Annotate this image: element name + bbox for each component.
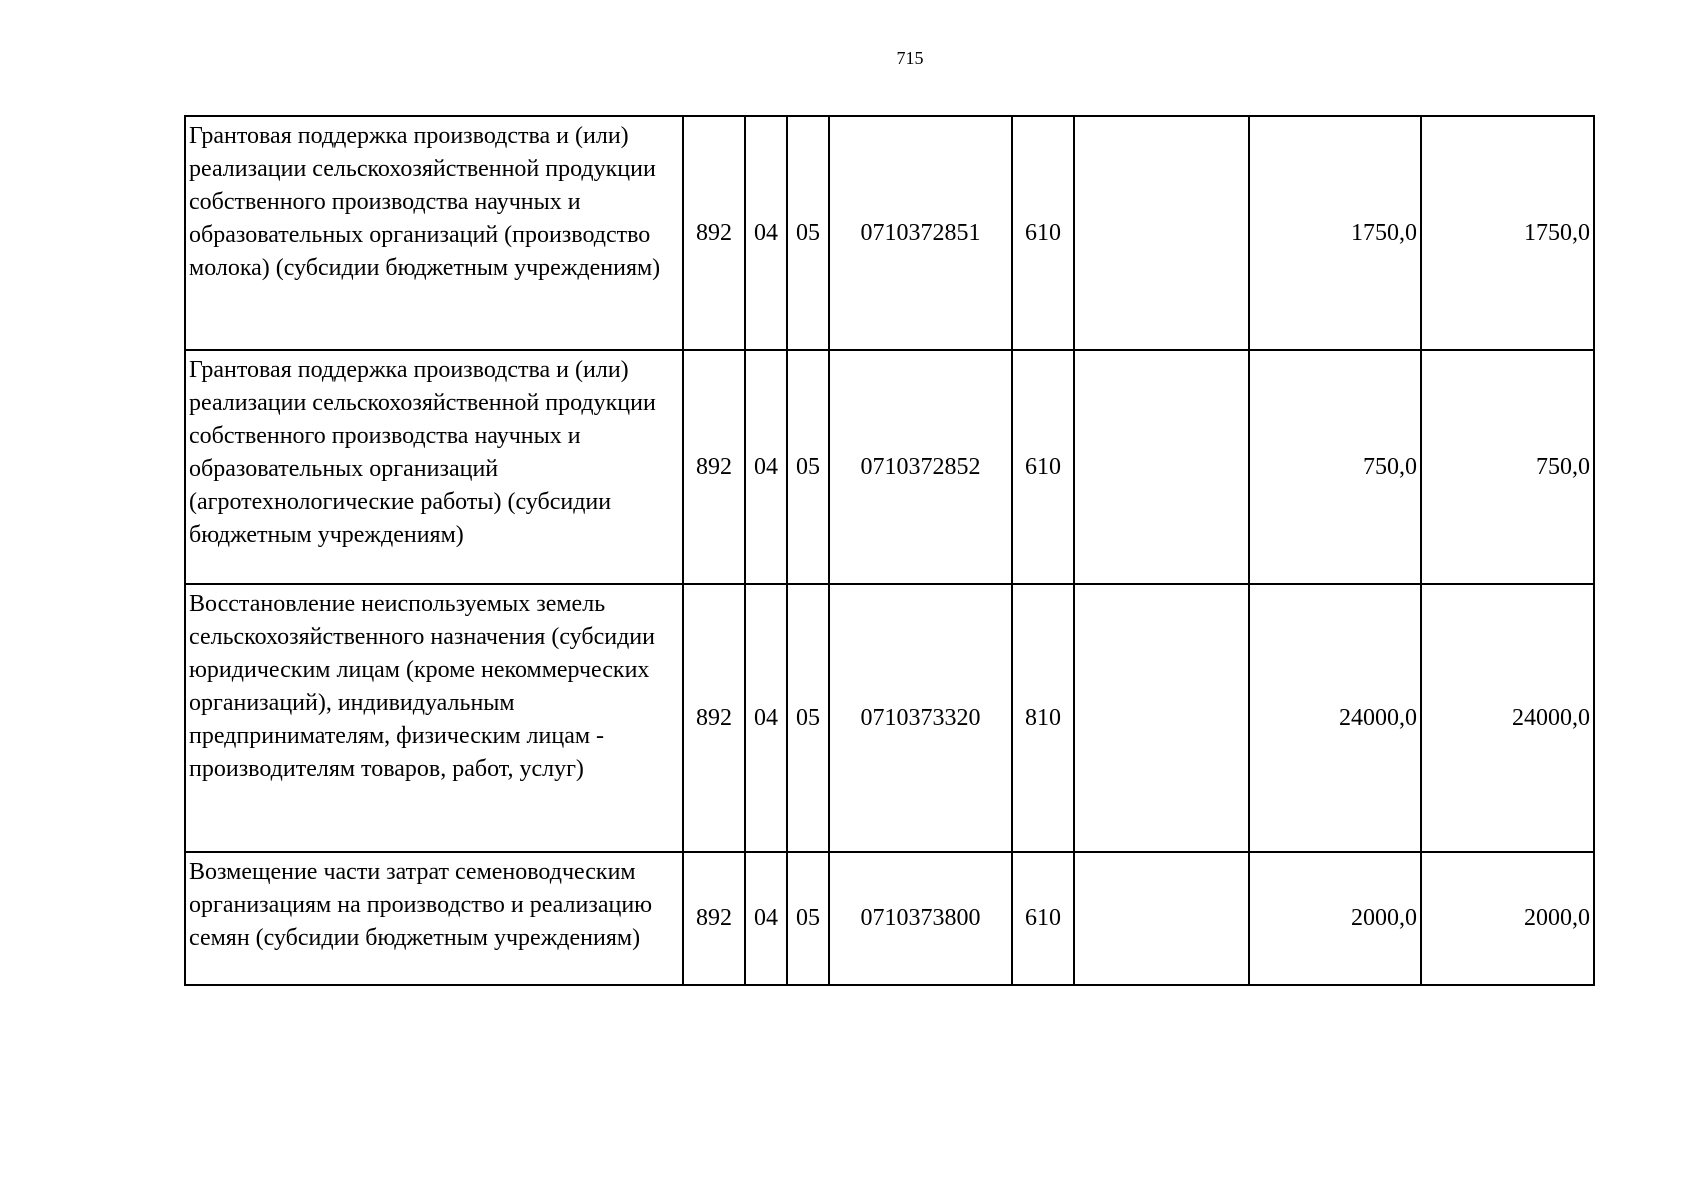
amount-year-1: 1750,0 [1249,116,1421,350]
ministry-code: 892 [683,116,745,350]
empty-cell [1074,116,1249,350]
subsection-code: 05 [787,852,829,985]
amount-year-2: 24000,0 [1421,584,1594,852]
amount-year-1: 750,0 [1249,350,1421,584]
target-article-code: 0710372852 [829,350,1012,584]
empty-cell [1074,852,1249,985]
budget-table [184,115,1595,986]
subsection-code: 05 [787,116,829,350]
ministry-code: 892 [683,584,745,852]
target-article-code: 0710372851 [829,116,1012,350]
expense-type-code: 810 [1012,584,1074,852]
empty-cell [1074,350,1249,584]
row-description: Грантовая поддержка производства и (или) реализации сельскохозяйственной продукции собственного производства научных и образовательных организаций (производство молока) (субсидии бюджетным учреждениям) [185,116,683,350]
section-code: 04 [745,350,787,584]
amount-year-1: 2000,0 [1249,852,1421,985]
subsection-code: 05 [787,584,829,852]
table-row [185,116,1594,350]
amount-year-2: 2000,0 [1421,852,1594,985]
empty-cell [1074,584,1249,852]
amount-year-2: 1750,0 [1421,116,1594,350]
section-code: 04 [745,584,787,852]
expense-type-code: 610 [1012,852,1074,985]
subsection-code: 05 [787,350,829,584]
table-row [185,852,1594,985]
expense-type-code: 610 [1012,350,1074,584]
target-article-code: 0710373800 [829,852,1012,985]
amount-year-2: 750,0 [1421,350,1594,584]
page-number: 715 [896,48,924,68]
section-code: 04 [745,116,787,350]
row-description: Возмещение части затрат семеноводческим организациям на производство и реализацию семян (субсидии бюджетным учреждениям) [185,852,683,985]
row-description: Восстановление неиспользуемых земель сельскохозяйственного назначения (субсидии юридическим лицам (кроме некоммерческих организаций), индивидуальным предпринимателям, физическим лицам - производителям товаров, работ, услуг) [185,584,683,852]
amount-year-1: 24000,0 [1249,584,1421,852]
table-row [185,584,1594,852]
expense-type-code: 610 [1012,116,1074,350]
target-article-code: 0710373320 [829,584,1012,852]
table-row [185,350,1594,584]
ministry-code: 892 [683,350,745,584]
ministry-code: 892 [683,852,745,985]
section-code: 04 [745,852,787,985]
row-description: Грантовая поддержка производства и (или) реализации сельскохозяйственной продукции собственного производства научных и образовательных организаций (агротехнологические работы) (субсидии бюджетным учреждениям) [185,350,683,584]
